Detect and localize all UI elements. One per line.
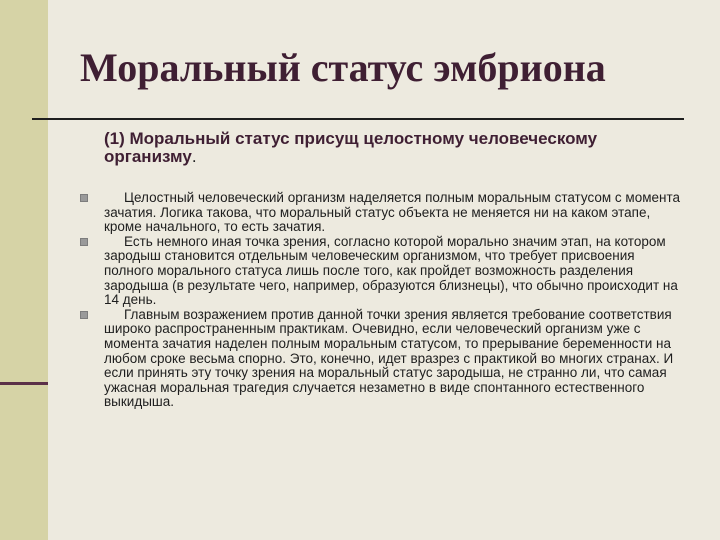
bullet-text: Главным возражением против данной точки зрения является требование соответствия широко распространенным практикам. Очевидно, если человеческий организм уже с момента зачатия наделен полным моральным статусом, то прерывание беременности на любом сроке весьма спорно. Это, конечно, идет вразрез с практикой во многих странах. И если принять эту точку зрения на моральный статус зародыша, не странно ли, что самая ужасная моральная трагедия случается незаметно в виде спонтанного естественного выкидыша. xyxy=(104,306,674,410)
title-underline-rule xyxy=(32,118,684,120)
slide-title: Моральный статус эмбриона xyxy=(80,45,606,90)
bullet-text: Целостный человеческий организм наделяется полным моральным статусом с момента зачатия. Логика такова, что моральный статус объекта не меняется ни на каком этапе, кроме начального, то есть зачатия. xyxy=(104,190,681,235)
bullet-item xyxy=(80,191,682,235)
bullet-list xyxy=(80,191,682,410)
square-bullet-icon xyxy=(80,238,88,246)
bullet-item xyxy=(80,308,682,410)
subtitle-period: . xyxy=(191,147,197,166)
band-accent-rule xyxy=(0,382,48,385)
subtitle-text: (1) Моральный статус присущ целостному человеческому организму xyxy=(104,129,598,166)
bullet-item xyxy=(80,235,682,308)
bullet-text: Есть немного иная точка зрения, согласно которой морально значим этап, на котором зародыш становится отдельным человеческим организмом, что требует присвоения полного морального статуса лишь после того, как пройдет возможность разделения зародыша (в результате чего, например, образуются близнецы), что обычно происходит на 14 день. xyxy=(104,233,678,308)
square-bullet-icon xyxy=(80,194,88,202)
left-decorative-band xyxy=(0,0,48,540)
square-bullet-icon xyxy=(80,311,88,319)
slide-subtitle xyxy=(104,130,664,166)
